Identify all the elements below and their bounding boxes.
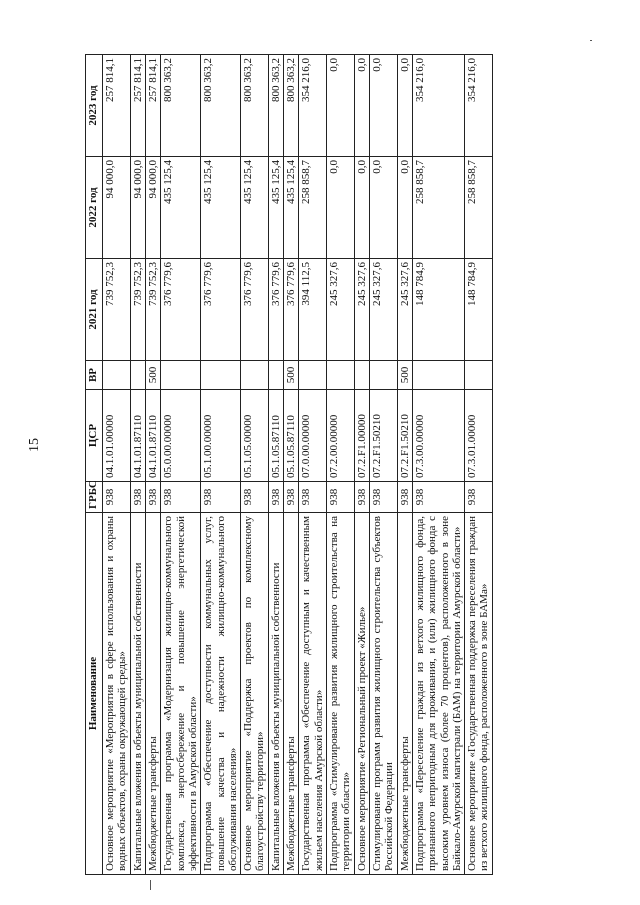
- cell-csr: 04.1.01.87110: [130, 390, 145, 482]
- cell-2023: 800 363,2: [284, 55, 299, 157]
- header-2022: 2022 год: [86, 157, 103, 259]
- cell-name: Основное мероприятие «Региональный проект «Жилье»: [354, 513, 369, 875]
- cell-name: Государственная программа «Обеспечение доступным и качественным жильем населения Амурской области»: [299, 513, 327, 875]
- cell-name: Капитальные вложения в объекты муниципальной собственности: [130, 513, 145, 875]
- cell-2021: 739 752,3: [145, 259, 160, 361]
- cell-2022: 258 858,7: [412, 157, 464, 259]
- header-2021: 2021 год: [86, 259, 103, 361]
- cell-vr: 500: [145, 361, 160, 390]
- cell-vr: [130, 361, 145, 390]
- cell-2023: 354 216,0: [412, 55, 464, 157]
- cell-vr: [412, 361, 464, 390]
- cell-2023: 0,0: [354, 55, 369, 157]
- cell-name: Стимулирование программ развития жилищного строительства субъектов Российской Федерации: [369, 513, 397, 875]
- table-row: [130, 55, 145, 875]
- cell-csr: 07.3.01.00000: [465, 390, 493, 482]
- budget-table: [85, 54, 493, 875]
- table-row: [369, 55, 397, 875]
- cell-2023: 257 814,1: [130, 55, 145, 157]
- cell-2022: 0,0: [354, 157, 369, 259]
- cell-2023: 257 814,1: [145, 55, 160, 157]
- table-body: [103, 55, 493, 875]
- cell-2023: 800 363,2: [201, 55, 241, 157]
- cell-grbs: 938: [268, 482, 283, 513]
- table-row: [103, 55, 131, 875]
- cell-csr: 07.2.F1.50210: [369, 390, 397, 482]
- cell-grbs: 938: [412, 482, 464, 513]
- cell-csr: 05.1.05.87110: [284, 390, 299, 482]
- cell-2021: 245 327,6: [369, 259, 397, 361]
- cell-name: Межбюджетные трансферты: [397, 513, 412, 875]
- cell-2021: 739 752,3: [103, 259, 131, 361]
- cell-grbs: 938: [354, 482, 369, 513]
- cell-2023: 354 216,0: [465, 55, 493, 157]
- cell-2022: 258 858,7: [465, 157, 493, 259]
- cell-2022: 435 125,4: [268, 157, 283, 259]
- cell-name: Основное мероприятие «Государственная поддержка переселения граждан из ветхого жилищного фонда, расположенного в зоне БАМа»: [465, 513, 493, 875]
- cell-csr: 05.0.00.00000: [161, 390, 201, 482]
- cell-name: Государственная программа «Модернизация жилищно-коммунального комплекса, энергосбережение и повышение энергетической эффективности в Амурской области»: [161, 513, 201, 875]
- cell-grbs: 938: [465, 482, 493, 513]
- cell-2022: 94 000,0: [145, 157, 160, 259]
- cell-csr: 07.0.00.00000: [299, 390, 327, 482]
- table-row: [201, 55, 241, 875]
- cell-2023: 0,0: [369, 55, 397, 157]
- cell-vr: [161, 361, 201, 390]
- cell-2021: 376 779,6: [268, 259, 283, 361]
- cell-csr: 07.2.F1.50210: [397, 390, 412, 482]
- header-grbs: ГРБС: [86, 482, 103, 513]
- header-vr: ВР: [86, 361, 103, 390]
- cell-2023: 800 363,2: [241, 55, 269, 157]
- cell-2022: 435 125,4: [284, 157, 299, 259]
- rotated-table-container: [85, 55, 555, 875]
- cell-2021: 245 327,6: [327, 259, 355, 361]
- cell-csr: 05.1.00.00000: [201, 390, 241, 482]
- cell-2022: 0,0: [369, 157, 397, 259]
- table-row: [465, 55, 493, 875]
- cell-csr: 07.3.00.00000: [412, 390, 464, 482]
- cell-vr: [201, 361, 241, 390]
- cell-csr: 07.2.00.00000: [327, 390, 355, 482]
- cell-vr: 500: [284, 361, 299, 390]
- cell-2023: 0,0: [327, 55, 355, 157]
- table-row: [354, 55, 369, 875]
- cell-2021: 394 112,5: [299, 259, 327, 361]
- cell-vr: [241, 361, 269, 390]
- cell-2021: 148 784,9: [465, 259, 493, 361]
- cell-2021: 376 779,6: [201, 259, 241, 361]
- cell-2023: 0,0: [397, 55, 412, 157]
- table-row: [397, 55, 412, 875]
- cell-vr: [299, 361, 327, 390]
- cell-csr: 04.1.01.00000: [103, 390, 131, 482]
- cell-2021: 376 779,6: [284, 259, 299, 361]
- cell-2022: 0,0: [327, 157, 355, 259]
- cell-2021: 376 779,6: [161, 259, 201, 361]
- cell-grbs: 938: [241, 482, 269, 513]
- cell-csr: 04.1.01.87110: [145, 390, 160, 482]
- cell-name: Капитальные вложения в объекты муниципальной собственности: [268, 513, 283, 875]
- cell-vr: 500: [397, 361, 412, 390]
- cell-vr: [268, 361, 283, 390]
- cell-2021: 245 327,6: [397, 259, 412, 361]
- cell-2021: 245 327,6: [354, 259, 369, 361]
- cell-2022: 94 000,0: [103, 157, 131, 259]
- page-number: 15: [27, 438, 42, 452]
- cell-grbs: 938: [299, 482, 327, 513]
- cell-grbs: 938: [369, 482, 397, 513]
- table-row: [284, 55, 299, 875]
- cell-grbs: 938: [145, 482, 160, 513]
- cell-name: Основное мероприятие «Мероприятия в сфере использования и охраны водных объектов, охраны окружающей среды»: [103, 513, 131, 875]
- header-csr: ЦСР: [86, 390, 103, 482]
- cell-csr: 05.1.05.00000: [241, 390, 269, 482]
- cell-2023: 354 216,0: [299, 55, 327, 157]
- cell-csr: 05.1.05.87110: [268, 390, 283, 482]
- table-row: [241, 55, 269, 875]
- cell-grbs: 938: [161, 482, 201, 513]
- cell-grbs: 938: [130, 482, 145, 513]
- cell-name: Подпрограмма «Стимулирование развития жилищного строительства на территории области»: [327, 513, 355, 875]
- table-row: [268, 55, 283, 875]
- table-row: [412, 55, 464, 875]
- cell-2023: 800 363,2: [268, 55, 283, 157]
- cell-2022: 435 125,4: [241, 157, 269, 259]
- table-row: [161, 55, 201, 875]
- table-row: [327, 55, 355, 875]
- cell-vr: [327, 361, 355, 390]
- cell-name: Подпрограмма «Переселение граждан из ветхого жилищного фонда, признанного непригодным для проживания, и (или) жилищного фонда с высоким уровнем износа (более 70 процентов), расположенного в зоне Байкало-Амурской магистрали (БАМ) на территории Амурской области»: [412, 513, 464, 875]
- table-row: [299, 55, 327, 875]
- cell-name: Подпрограмма «Обеспечение доступности коммунальных услуг, повышение качества и надежности жилищно-коммунального обслуживания населения»: [201, 513, 241, 875]
- cell-vr: [465, 361, 493, 390]
- cell-2022: 435 125,4: [201, 157, 241, 259]
- cell-vr: [369, 361, 397, 390]
- cell-2021: 148 784,9: [412, 259, 464, 361]
- table-header-row: [86, 55, 103, 875]
- header-name: Наименование: [86, 513, 103, 875]
- table-row: [145, 55, 160, 875]
- cell-2022: 0,0: [397, 157, 412, 259]
- cell-grbs: 938: [397, 482, 412, 513]
- cell-2022: 435 125,4: [161, 157, 201, 259]
- cell-grbs: 938: [201, 482, 241, 513]
- cell-vr: [103, 361, 131, 390]
- cell-grbs: 938: [284, 482, 299, 513]
- cell-grbs: 938: [327, 482, 355, 513]
- cell-2022: 258 858,7: [299, 157, 327, 259]
- cell-2022: 94 000,0: [130, 157, 145, 259]
- scan-speck: [590, 40, 592, 41]
- scan-speck: [150, 880, 151, 890]
- header-2023: 2023 год: [86, 55, 103, 157]
- cell-name: Межбюджетные трансферты: [284, 513, 299, 875]
- cell-grbs: 938: [103, 482, 131, 513]
- cell-vr: [354, 361, 369, 390]
- cell-2021: 739 752,3: [130, 259, 145, 361]
- cell-2023: 257 814,1: [103, 55, 131, 157]
- cell-2023: 800 363,2: [161, 55, 201, 157]
- cell-name: Межбюджетные трансферты: [145, 513, 160, 875]
- cell-csr: 07.2.F1.00000: [354, 390, 369, 482]
- cell-name: Основное мероприятие «Поддержка проектов по комплексному благоустройству территории»: [241, 513, 269, 875]
- cell-2021: 376 779,6: [241, 259, 269, 361]
